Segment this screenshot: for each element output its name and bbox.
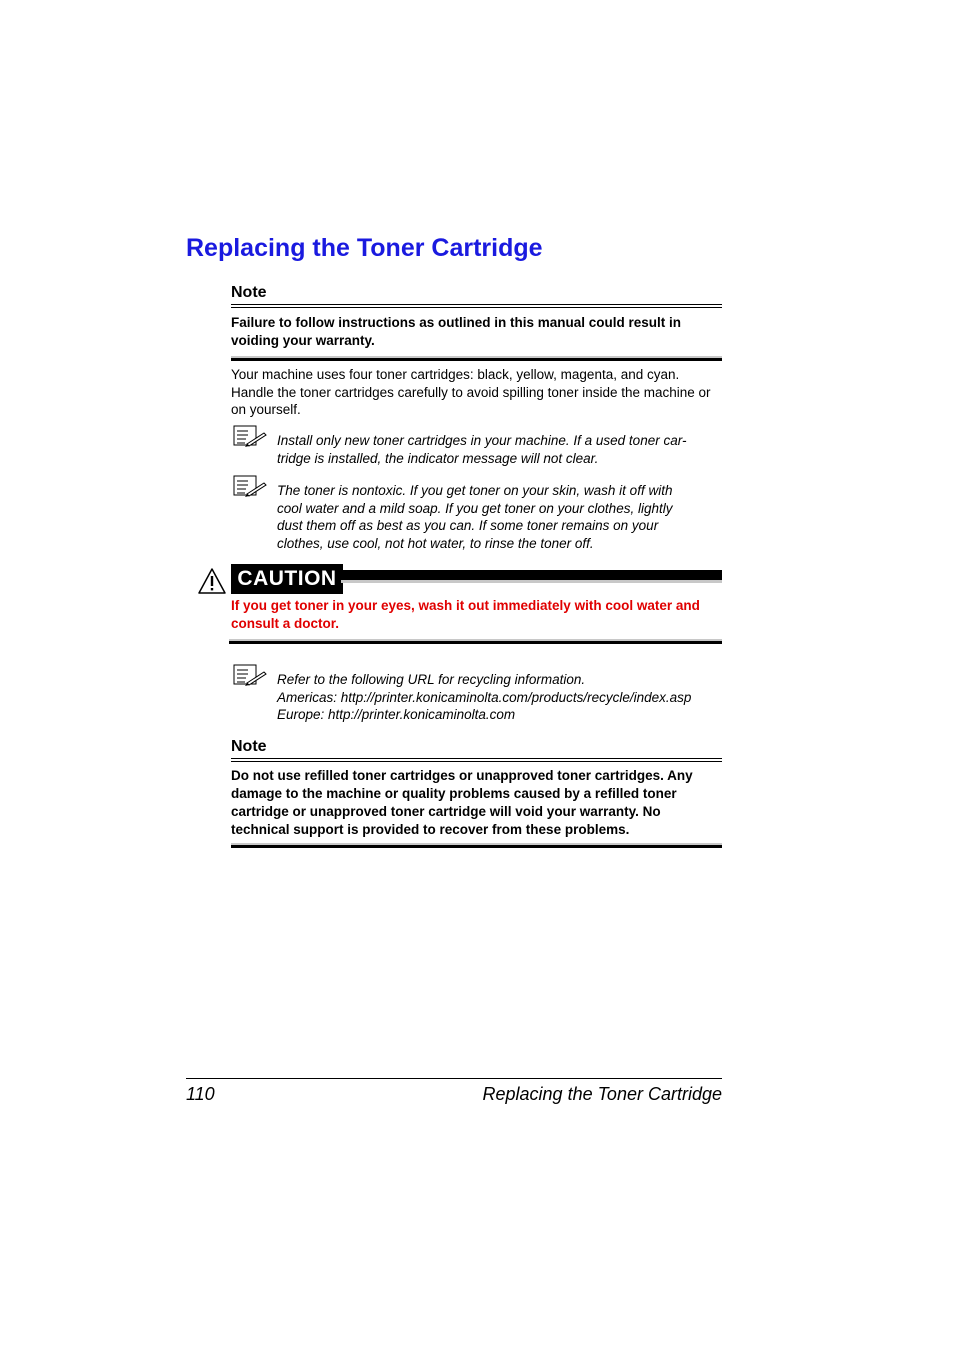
memo-pencil-icon [233,425,267,449]
memo-line: clothes, use cool, not hot water, to rinse the toner off. [277,535,594,551]
footer-rule [186,1078,722,1079]
memo-pencil-icon [233,475,267,499]
note-rule-bottom [231,356,722,361]
memo-line: tridge is installed, the indicator message will not clear. [277,450,599,466]
note-rule-top [231,304,722,308]
note-rule-top [231,758,722,762]
page-title: Replacing the Toner Cartridge [186,234,543,262]
caution-bar-shadow [341,580,722,583]
memo-line: dust them off as best as you can. If some toner remains on your [277,518,659,534]
caution-bar [341,570,722,580]
memo-recycling [233,664,722,724]
note-rule-bottom [231,843,722,848]
memo-line: Refer to the following URL for recycling information. [277,672,586,687]
note-text: Do not use refilled toner cartridges or unapproved toner cartridges. Any damage to the machine or quality problems caused by a refilled toner cartridge or unapproved toner cartridge will void your warranty. No technical support is provided to recover from these problems. [231,768,693,837]
caution-text: If you get toner in your eyes, wash it out immediately with cool water and consult a doctor. [231,598,700,631]
caution-label: CAUTION [231,564,343,594]
caution-rule-bottom [229,639,722,644]
note-box-refilled [231,738,722,848]
note-label: Note [231,284,267,301]
memo-line: Install only new toner cartridges in your machine. If a used toner car- [277,433,687,448]
recycle-url-americas[interactable]: Americas: http://printer.konicaminolta.com/products/recycle/index.asp [277,689,692,705]
page-number: 110 [186,1084,215,1104]
memo-line: The toner is nontoxic. If you get toner on your skin, wash it off with [277,483,673,498]
footer-section-title: Replacing the Toner Cartridge [482,1084,722,1104]
memo-new-cartridges [233,425,722,467]
recycle-url-europe[interactable]: Europe: http://printer.konicaminolta.com [277,707,516,723]
memo-nontoxic [233,475,722,552]
note-box-warranty [231,284,722,361]
intro-paragraph: Your machine uses four toner cartridges: black, yellow, magenta, and cyan. Handle the toner cartridges carefully to avoid spilling toner inside the machine or on yourself. [231,367,711,417]
memo-pencil-icon [233,664,267,688]
caution-header [197,564,722,596]
note-label: Note [231,738,267,755]
warning-triangle-icon [197,567,227,595]
note-text: Failure to follow instructions as outlined in this manual could result in voiding your warranty. [231,315,682,348]
memo-line: cool water and a mild soap. If you get toner on your clothes, lightly [277,500,673,516]
